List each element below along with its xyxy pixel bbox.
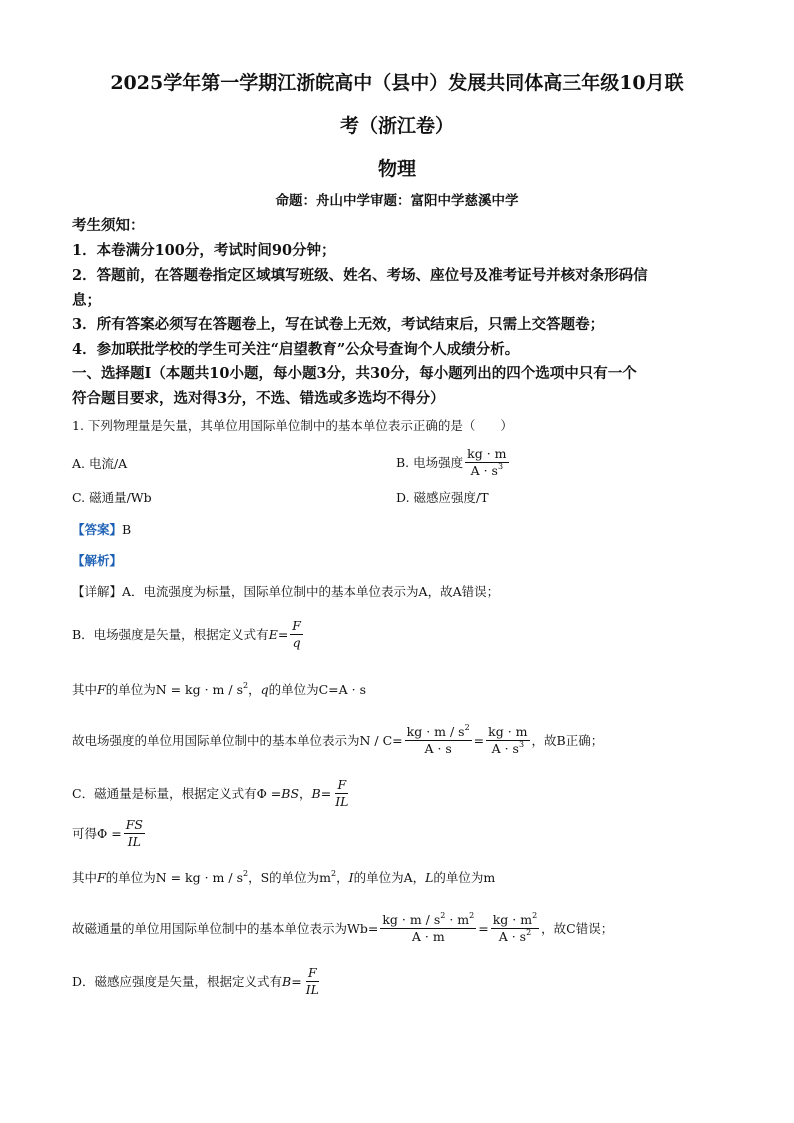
frac-num [491, 912, 539, 929]
frac-num: F [337, 776, 347, 792]
solution-a-line [72, 582, 499, 600]
frac-num [380, 912, 476, 929]
answer-label: 【答案】 [72, 522, 123, 537]
option-d: D. 磁感应强度/T [396, 490, 489, 505]
unit-fraction-1 [405, 724, 472, 757]
option-b-numerator: kg · m [467, 445, 507, 461]
solution-c-line-4 [72, 908, 613, 948]
symbol-l: L [425, 870, 434, 885]
equals-sign: = [291, 973, 302, 989]
equals-sign: = [320, 785, 332, 801]
symbol-f: F [97, 682, 106, 697]
frac-den-text: A · s [491, 740, 519, 756]
text-segment: 的单位为N = kg · m / s [105, 870, 243, 885]
text-segment: ， [299, 786, 312, 801]
exponent: 3 [518, 739, 525, 749]
symbol-b: B [282, 973, 292, 989]
option-b [396, 442, 511, 482]
notice-item-2: 2．答题前，在答题卷指定区域填写班级、姓名、考场、座位号及准考证号并核对条形码信 [72, 267, 648, 284]
title-line-1: 2025学年第一学期江浙皖高中（县中）发展共同体高三年级10月联 [110, 72, 684, 94]
symbol-q: q [260, 682, 269, 697]
frac-num [405, 724, 472, 741]
title-line-2: 考（浙江卷） [339, 115, 454, 137]
exponent: 2 [331, 869, 337, 878]
wb-fraction-1 [380, 912, 476, 945]
exponent: 2 [242, 869, 249, 878]
solution-c-line-2 [72, 813, 147, 853]
d-fraction [304, 965, 321, 998]
solution-c-line-1 [72, 773, 352, 813]
question-stem: 1. 下列物理量是矢量，其单位用国际单位制中的基本单位表示正确的是（ ） [72, 418, 513, 433]
subject-title: 物理 [377, 158, 416, 180]
frac-den: IL [127, 833, 141, 849]
equals-sign: = [478, 920, 489, 936]
section-header-line-2: 符合题目要求，选对得3分，不选、错选或多选均不得分） [72, 390, 445, 407]
notice-item-3: 3．所有答案必须写在答题卷上，写在试卷上无效，考试结束后，只需上交答题卷； [72, 316, 605, 333]
analysis-label-text: 【解析】 [72, 553, 123, 568]
notice-item-2-cont: 息； [72, 292, 101, 309]
text-segment: 的单位为N = kg · m / s [105, 682, 243, 697]
section-header-line-1: 一、选择题Ⅰ（本题共10小题，每小题3分，共30分，每小题列出的四个选项中只有一个 [72, 365, 637, 382]
authors-line: 命题：舟山中学审题：富阳中学慈溪中学 [275, 193, 519, 209]
exponent: 2 [464, 722, 470, 732]
solution-c-line-3 [72, 868, 495, 886]
symbol-b: B [311, 785, 321, 801]
text-segment: 的单位为A， [353, 870, 426, 885]
text-segment: C．磁通量是标量，根据定义式有Φ = [72, 786, 282, 801]
solution-b-line-2 [72, 680, 366, 698]
solution-b-line-3 [72, 720, 603, 760]
exponent: 2 [440, 910, 446, 920]
text-segment: 故磁通量的单位用国际单位制中的基本单位表示为Wb= [72, 921, 379, 936]
text-segment: ，S的单位为m [248, 870, 331, 885]
option-b-label: B. 电场强度 [396, 455, 464, 470]
equals-sign: = [277, 626, 289, 642]
e-fraction [290, 618, 303, 651]
frac-den: A · s [424, 740, 452, 756]
frac-den: A · m [411, 928, 445, 944]
frac-den: IL [335, 793, 349, 809]
text-segment: 其中 [72, 870, 98, 885]
analysis-label [72, 551, 122, 569]
option-b-fraction [465, 446, 508, 479]
text-segment: 可得Φ = [72, 826, 122, 841]
text-segment: 故电场强度的单位用国际单位制中的基本单位表示为N / C= [72, 733, 403, 748]
frac-num-tail: · m [445, 911, 470, 927]
text-segment: ，故B正确； [531, 733, 604, 748]
notice-item-1: 1．本卷满分100分，考试时间90分钟； [72, 242, 336, 259]
symbol-f: F [97, 870, 106, 885]
frac-num: kg · m [488, 723, 528, 739]
frac-num: FS [125, 816, 143, 832]
symbol-i: I [348, 870, 354, 885]
text-segment: 的单位为m [433, 870, 496, 885]
frac-den-text: A · s [498, 928, 527, 944]
wb-fraction-2 [491, 912, 539, 945]
option-b-denominator [469, 463, 505, 479]
frac-num-text: kg · m / s [406, 723, 465, 739]
notice-heading: 考生须知： [72, 217, 145, 234]
solution-a-text: A．电流强度为标量，国际单位制中的基本单位表示为A，故A错误； [122, 584, 500, 599]
b-fraction [333, 777, 350, 810]
frac-num: F [307, 964, 317, 980]
exponent: 2 [242, 681, 249, 690]
frac-den [497, 929, 533, 945]
text-segment: ， [248, 682, 261, 697]
text-segment: ， [336, 870, 349, 885]
frac-num-text: kg · m [492, 911, 533, 927]
option-c: C. 磁通量/Wb [72, 490, 152, 505]
exponent: 2 [469, 910, 475, 920]
frac-num-text: kg · m / s [382, 911, 441, 927]
text-segment: 其中 [72, 682, 98, 697]
option-b-den-exp: 3 [497, 461, 504, 471]
unit-fraction-2 [486, 724, 529, 757]
frac-den: IL [305, 981, 319, 997]
frac-den [490, 741, 526, 757]
option-a: A. 电流/A [72, 456, 128, 471]
e-fraction-den: q [292, 634, 301, 650]
solution-b-text: B．电场强度是矢量，根据定义式有 [72, 627, 269, 642]
symbol-e: E [268, 626, 278, 642]
option-b-den-text: A · s [470, 462, 498, 478]
symbol-bs: BS [281, 785, 300, 801]
phi-fraction [124, 817, 145, 850]
exponent: 2 [532, 910, 538, 920]
text-segment: D．磁感应强度是矢量，根据定义式有 [72, 974, 283, 989]
equals-sign: = [473, 732, 485, 748]
text-segment: 的单位为C=A · s [268, 682, 367, 697]
detail-label: 【详解】 [72, 584, 123, 599]
solution-d-line [72, 961, 323, 1001]
exponent: 2 [526, 927, 532, 937]
answer-value: B [122, 522, 132, 537]
e-fraction-num: F [292, 617, 301, 633]
text-segment: ，故C错误； [541, 921, 614, 936]
notice-item-4: 4．参加联批学校的学生可关注“启望教育”公众号查询个人成绩分析。 [72, 341, 520, 358]
answer-line [72, 520, 131, 538]
solution-b-line-1 [72, 614, 305, 654]
